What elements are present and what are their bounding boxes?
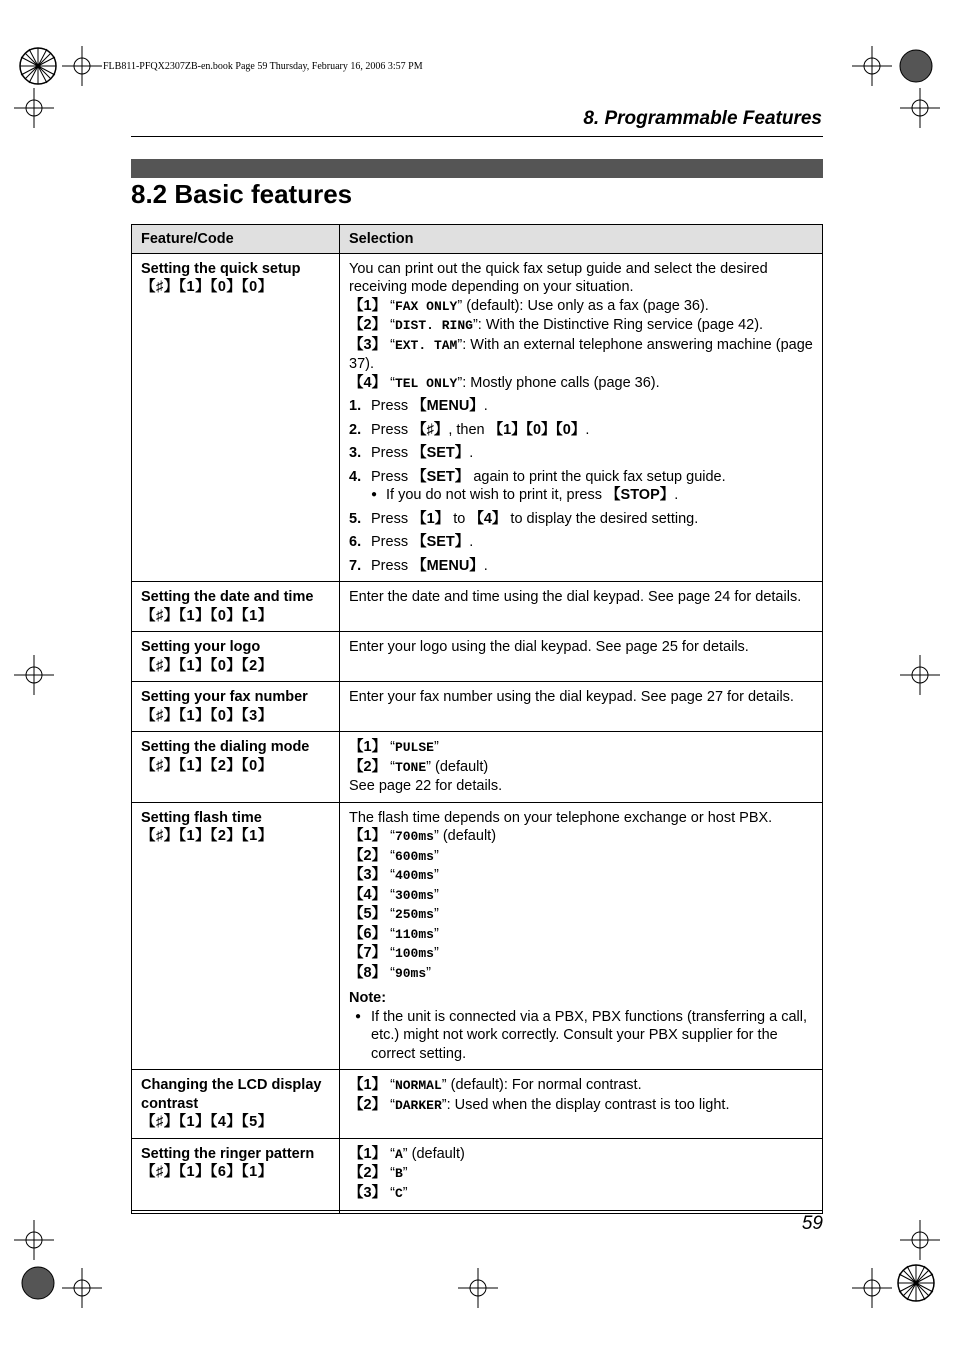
chapter-title: 8. Programmable Features [583,108,822,129]
feature-code: 【♯】【1】【0】【3】 [141,707,273,724]
feature-name: Setting your logo [141,639,261,655]
option-line: 【2】 “600ms” [349,847,439,864]
step-item: 7. Press 【MENU】. [349,557,488,574]
option-line: 【2】 “DARKER”: Used when the display contrast is too light. [349,1096,730,1113]
selection-intro: The flash time depends on your telephone exchange or host PBX. [349,809,773,826]
selection-cell [340,253,823,582]
crosshair-icon [458,1268,498,1308]
table-header-row [132,225,823,254]
feature-cell [132,682,340,732]
feature-name: Setting the quick setup [141,260,301,277]
selection-footer: See page 22 for details. [349,778,503,794]
feature-cell [132,582,340,632]
note-label: Note: [349,990,387,1006]
registration-dot-icon [896,46,936,86]
feature-name: Setting the date and time [141,589,314,605]
option-line: 【1】 “PULSE” [349,739,439,755]
feature-code: 【♯】【1】【0】【0】 [141,279,273,295]
feature-code: 【♯】【1】【0】【2】 [141,657,273,674]
note-text: ● If the unit is connected via a PBX, PBX functions (transferring a call, etc.) might not work correctly. Consult your PBX supplier for the correct setting. [349,1008,813,1064]
feature-name: Changing the LCD display contrast [141,1077,322,1112]
selection-cell [340,1138,823,1214]
selection-cell [340,802,823,1070]
crosshair-icon [900,655,940,695]
crosshair-icon [14,655,54,695]
option-line: 【1】 “FAX ONLY” (default): Use only as a fax (page 36). [349,297,709,314]
table-row [132,632,823,682]
option-line: 【2】 “B” [349,1165,408,1181]
option-line: 【6】 “110ms” [349,925,439,942]
step-item: 4. Press 【SET】 again to print the quick fax setup guide. ● If you do not wish to print it, press 【STOP】. [349,468,813,505]
table-row [132,1070,823,1139]
registration-starburst-icon [896,1263,936,1303]
option-line: 【1】 “NORMAL” (default): For normal contrast. [349,1077,642,1093]
step-bullet: ● If you do not wish to print it, press 【STOP】. [371,486,813,505]
column-header-feature: Feature/Code [132,225,340,254]
steps-list [349,397,813,575]
feature-cell [132,802,340,1070]
option-line: 【1】 “A” (default) [349,1145,465,1162]
crosshair-icon [14,88,54,128]
step-item: 1. Press 【MENU】. [349,398,488,414]
registration-dot-icon [18,1263,58,1303]
feature-cell [132,732,340,803]
crosshair-icon [852,46,892,86]
step-item: 3. Press 【SET】. [349,445,474,461]
step-item: 6. Press 【SET】. [349,534,474,550]
option-line: 【8】 “90ms” [349,964,431,981]
feature-name: Setting flash time [141,809,262,826]
option-line: 【5】 “250ms” [349,906,439,922]
table-row [132,1138,823,1214]
option-line: 【4】 “TEL ONLY”: Mostly phone calls (page 36). [349,374,660,391]
step-item: 5. Press 【1】 to 【4】 to display the desired setting. [349,510,699,527]
feature-name: Setting the ringer pattern [141,1145,315,1162]
table-row [132,732,823,803]
option-line: 【7】 “100ms” [349,945,439,961]
crosshair-icon [900,1220,940,1260]
option-line: 【2】 “TONE” (default) [349,758,489,775]
table-row [132,582,823,632]
crosshair-icon [14,1220,54,1260]
feature-code: 【♯】【1】【2】【0】 [141,757,273,774]
selection-cell [340,732,823,803]
feature-code: 【♯】【1】【6】【1】 [141,1164,273,1180]
selection-cell [340,1070,823,1139]
selection-cell: Enter the date and time using the dial keypad. See page 24 for details. [340,582,823,632]
table-row [132,682,823,732]
option-line: 【2】 “DIST. RING”: With the Distinctive Ring service (page 42). [349,317,764,333]
feature-name: Setting your fax number [141,689,308,705]
option-line: 【3】 “C” [349,1184,408,1201]
feature-cell [132,1138,340,1214]
header-rule [131,136,823,137]
table-row [132,802,823,1070]
selection-cell: Enter your fax number using the dial keypad. See page 27 for details. [340,682,823,732]
crosshair-icon [62,46,102,86]
step-item: 2. Press 【♯】, then 【1】【0】【0】. [349,421,590,438]
crosshair-icon [900,88,940,128]
feature-cell [132,1070,340,1139]
selection-intro: You can print out the quick fax setup guide and select the desired receiving mode depending on your situation. [349,260,768,295]
crosshair-icon [62,1268,102,1308]
print-header: FLB811-PFQX2307ZB-en.book Page 59 Thursday, February 16, 2006 3:57 PM [103,61,423,72]
section-bar [131,159,823,178]
feature-code: 【♯】【1】【0】【1】 [141,607,273,624]
feature-code: 【♯】【1】【4】【5】 [141,1114,273,1130]
feature-cell [132,253,340,582]
option-line: 【3】 “400ms” [349,867,439,883]
page-number: 59 [801,1213,823,1234]
selection-cell: Enter your logo using the dial keypad. See page 25 for details. [340,632,823,682]
features-table [131,224,823,1214]
feature-name: Setting the dialing mode [141,739,310,755]
feature-cell [132,632,340,682]
column-header-selection: Selection [340,225,823,254]
option-line: 【4】 “300ms” [349,886,439,903]
feature-code: 【♯】【1】【2】【1】 [141,828,273,844]
table-row [132,253,823,582]
option-line: 【1】 “700ms” (default) [349,828,497,844]
option-line: 【3】 “EXT. TAM”: With an external telephone answering machine (page 37). [349,336,813,372]
registration-starburst-icon [18,46,58,86]
footer-rule [131,1210,823,1211]
crosshair-icon [852,1268,892,1308]
section-title: 8.2 Basic features [131,179,353,209]
